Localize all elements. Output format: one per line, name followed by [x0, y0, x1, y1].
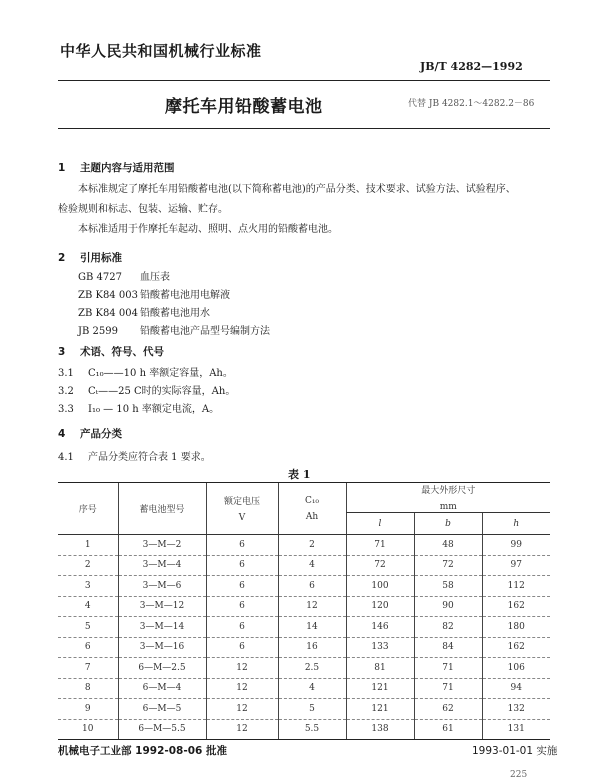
- cell-no: 2: [58, 555, 118, 576]
- page-number: 225: [510, 770, 528, 780]
- header-length: l: [346, 513, 414, 535]
- cell-width: 71: [414, 658, 482, 679]
- cell-model: 3—M—14: [118, 617, 206, 638]
- reference-code: JB 2599: [78, 326, 118, 337]
- cell-capacity: 2.5: [278, 658, 346, 679]
- cell-height: 94: [482, 678, 550, 699]
- cell-height: 180: [482, 617, 550, 638]
- header-width: b: [414, 513, 482, 535]
- cell-length: 71: [346, 535, 414, 556]
- cell-voltage: 6: [206, 535, 278, 556]
- cell-height: 106: [482, 658, 550, 679]
- term-item: [58, 400, 219, 415]
- reference-item: [78, 268, 170, 283]
- cell-model: 6—M—2.5: [118, 658, 206, 679]
- standard-code: JB/T 4282—1992: [420, 60, 523, 73]
- header-voltage: [206, 483, 278, 535]
- cell-length: 146: [346, 617, 414, 638]
- cell-width: 62: [414, 699, 482, 720]
- issuing-authority: 中华人民共和国机械行业标准: [60, 42, 262, 60]
- term-number: 3.3: [58, 404, 74, 415]
- approval-note: 机械电子工业部 1992-08-06 批准: [58, 745, 227, 757]
- cell-model: 3—M—2: [118, 535, 206, 556]
- cell-capacity: 4: [278, 555, 346, 576]
- effective-date: 1993-01-01 实施: [472, 745, 558, 757]
- cell-height: 97: [482, 555, 550, 576]
- section-title: 引用标准: [80, 252, 122, 264]
- cell-length: 120: [346, 596, 414, 617]
- term-item: [58, 382, 235, 397]
- cell-model: 3—M—12: [118, 596, 206, 617]
- reference-code: GB 4727: [78, 272, 122, 283]
- clause-4-1: [58, 448, 211, 463]
- table-row: [58, 576, 550, 597]
- cell-height: 132: [482, 699, 550, 720]
- replaces-note: 代替 JB 4282.1～4282.2－86: [408, 99, 535, 109]
- table-row: [58, 596, 550, 617]
- cell-height: 131: [482, 719, 550, 740]
- header-capacity: [278, 483, 346, 535]
- header-voltage-unit: V: [238, 513, 246, 523]
- header-rule: [58, 80, 550, 81]
- table-row: [58, 719, 550, 740]
- term-text: Cₜ——25 C时的实际容量，Ah。: [88, 386, 236, 397]
- cell-length: 72: [346, 555, 414, 576]
- table-row: [58, 658, 550, 679]
- cell-length: 121: [346, 678, 414, 699]
- cell-capacity: 5: [278, 699, 346, 720]
- clause-number: 4.1: [58, 452, 74, 463]
- cell-height: 112: [482, 576, 550, 597]
- cell-no: 5: [58, 617, 118, 638]
- term-number: 3.2: [58, 386, 74, 397]
- cell-no: 7: [58, 658, 118, 679]
- cell-capacity: 16: [278, 637, 346, 658]
- cell-width: 48: [414, 535, 482, 556]
- cell-width: 61: [414, 719, 482, 740]
- cell-width: 71: [414, 678, 482, 699]
- table-row: [58, 637, 550, 658]
- cell-model: 6—M—4: [118, 678, 206, 699]
- cell-width: 72: [414, 555, 482, 576]
- section-title: 产品分类: [80, 428, 122, 440]
- cell-voltage: 6: [206, 555, 278, 576]
- table-row: [58, 535, 550, 556]
- header-dimensions: [346, 483, 550, 513]
- cell-model: 6—M—5.5: [118, 719, 206, 740]
- cell-height: 162: [482, 596, 550, 617]
- term-text: I₁₀ — 10 h 率额定电流，A。: [88, 404, 220, 415]
- cell-capacity: 5.5: [278, 719, 346, 740]
- clause-text: 产品分类应符合表 1 要求。: [88, 452, 211, 463]
- cell-no: 1: [58, 535, 118, 556]
- cell-capacity: 12: [278, 596, 346, 617]
- section-3-heading: [58, 344, 164, 359]
- section-number: 3: [58, 346, 66, 358]
- product-classification-table: [58, 482, 550, 740]
- cell-model: 3—M—4: [118, 555, 206, 576]
- cell-width: 84: [414, 637, 482, 658]
- cell-no: 3: [58, 576, 118, 597]
- reference-item: [78, 322, 270, 337]
- table-row: [58, 699, 550, 720]
- section-title: 术语、符号、代号: [80, 346, 164, 358]
- cell-voltage: 12: [206, 678, 278, 699]
- header-dimensions-label: 最大外形尺寸: [421, 486, 476, 496]
- reference-code: ZB K84 003: [78, 290, 138, 301]
- reference-name: 铅酸蓄电池用水: [140, 308, 210, 319]
- cell-voltage: 12: [206, 699, 278, 720]
- cell-model: 3—M—6: [118, 576, 206, 597]
- table-caption: 表 1: [288, 468, 311, 481]
- cell-height: 162: [482, 637, 550, 658]
- header-capacity-unit: Ah: [305, 511, 319, 522]
- cell-length: 81: [346, 658, 414, 679]
- section-1-heading: [58, 160, 175, 175]
- reference-item: [78, 304, 210, 319]
- header-height: h: [482, 513, 550, 535]
- cell-no: 4: [58, 596, 118, 617]
- header-model: 蓄电池型号: [118, 483, 206, 535]
- term-item: [58, 364, 233, 379]
- section-title: 主题内容与适用范围: [80, 162, 175, 174]
- cell-height: 99: [482, 535, 550, 556]
- reference-name: 铅酸蓄电池用电解液: [140, 290, 230, 301]
- cell-length: 100: [346, 576, 414, 597]
- reference-name: 铅酸蓄电池产品型号编制方法: [140, 326, 270, 337]
- cell-capacity: 2: [278, 535, 346, 556]
- section-1-paragraph-2: 本标准适用于作摩托车起动、照明、点火用的铅酸蓄电池。: [78, 224, 338, 235]
- footer-rule: [58, 739, 550, 740]
- cell-length: 133: [346, 637, 414, 658]
- section-number: 4: [58, 428, 66, 440]
- term-number: 3.1: [58, 368, 74, 379]
- cell-width: 90: [414, 596, 482, 617]
- section-number: 1: [58, 162, 66, 174]
- table-row: [58, 617, 550, 638]
- cell-voltage: 6: [206, 637, 278, 658]
- term-text: C₁₀——10 h 率额定容量，Ah。: [88, 368, 233, 379]
- cell-no: 10: [58, 719, 118, 740]
- section-2-heading: [58, 250, 122, 265]
- section-number: 2: [58, 252, 66, 264]
- table-row: [58, 678, 550, 699]
- cell-model: 3—M—16: [118, 637, 206, 658]
- cell-length: 138: [346, 719, 414, 740]
- cell-length: 121: [346, 699, 414, 720]
- reference-item: [78, 286, 230, 301]
- cell-voltage: 6: [206, 576, 278, 597]
- cell-capacity: 14: [278, 617, 346, 638]
- header-dimensions-unit: mm: [439, 502, 457, 512]
- header-voltage-label: 额定电压: [223, 497, 260, 507]
- cell-no: 6: [58, 637, 118, 658]
- reference-code: ZB K84 004: [78, 308, 138, 319]
- cell-voltage: 6: [206, 617, 278, 638]
- cell-capacity: 6: [278, 576, 346, 597]
- section-1-paragraph-1: 本标准规定了摩托车用铅酸蓄电池(以下简称蓄电池)的产品分类、技术要求、试验方法、试验程序、: [78, 184, 516, 195]
- header-capacity-label: C₁₀: [304, 495, 320, 506]
- header-no: 序号: [58, 483, 118, 535]
- cell-voltage: 12: [206, 719, 278, 740]
- section-1-paragraph-1-cont: 检验规则和标志、包装、运输、贮存。: [58, 204, 228, 215]
- cell-no: 9: [58, 699, 118, 720]
- cell-width: 58: [414, 576, 482, 597]
- table-row: [58, 555, 550, 576]
- cell-no: 8: [58, 678, 118, 699]
- title-rule: [58, 128, 550, 129]
- cell-voltage: 12: [206, 658, 278, 679]
- reference-name: 血压表: [140, 272, 170, 283]
- cell-voltage: 6: [206, 596, 278, 617]
- document-title: 摩托车用铅酸蓄电池: [165, 97, 323, 117]
- cell-model: 6—M—5: [118, 699, 206, 720]
- cell-capacity: 4: [278, 678, 346, 699]
- section-4-heading: [58, 426, 122, 441]
- cell-width: 82: [414, 617, 482, 638]
